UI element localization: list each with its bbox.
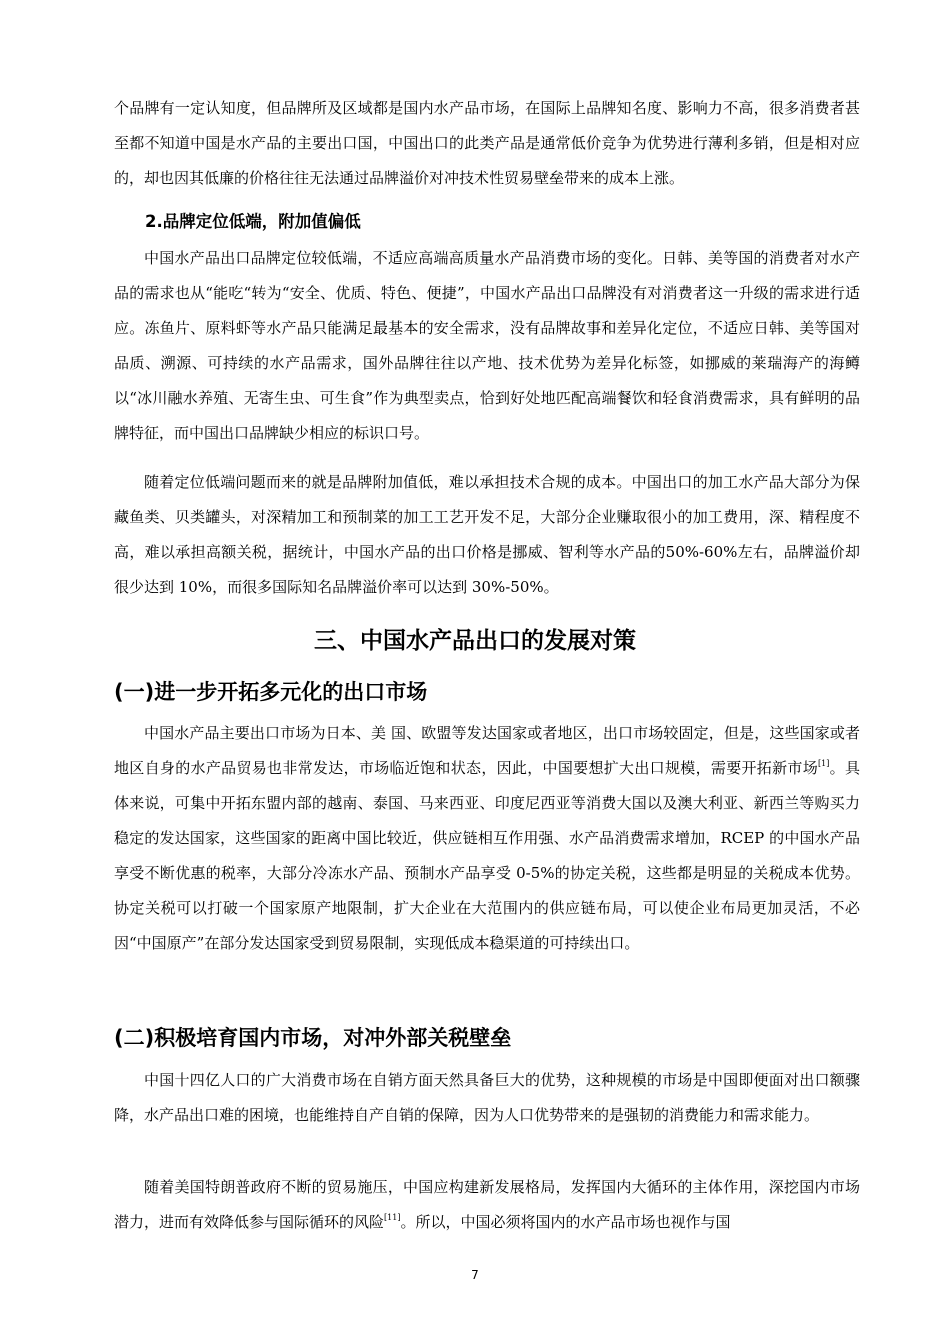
page-number: 7 — [471, 1268, 479, 1282]
heading-diversified-markets: (一)进一步开拓多元化的出口市场 — [114, 680, 428, 704]
paragraph-domestic-scale — [114, 1063, 860, 1133]
paragraph-text-part: 。具体来说，可集中开拓东盟内部的越南、泰国、马来西亚、印度尼西亚等消费大国以及澳大利亚、新西兰等购买力稳定的发达国家，这些国家的距离中国比较近，供应链相互作用强、水产品消费需求增加，RCEP 的中国水产品享受不断优惠的税率，大部分冷冻水产品、预制水产品享受 0-5%的协定关税，这些都是明显的关税成本优势。协定关税可以打破一个国家原产地限制，扩大企业在大范围内的供应链布局，可以使企业布局更加灵活，不必因“中国原产”在部分发达国家受到贸易限制，实现低成本稳渠道的可持续出口。 — [114, 759, 860, 952]
paragraph-text: 中国水产品出口品牌定位较低端，不适应高端高质量水产品消费市场的变化。日韩、美等国的消费者对水产品的需求也从“能吃“转为“安全、优质、特色、便捷”，中国水产品出口品牌没有对消费者这一升级的需求进行适应。冻鱼片、原料虾等水产品只能满足最基本的安全需求，没有品牌故事和差异化定位，不适应日韩、美等国对品质、溯源、可持续的水产品需求，国外品牌往往以产地、技术优势为差异化标签，如挪威的莱瑞海产的海鳟以“冰川融水养殖、无寄生虫、可生食”作为典型卖点，恰到好处地匹配高端餐饮和轻食消费需求，具有鲜明的品牌特征，而中国出口品牌缺少相应的标识口号。 — [114, 249, 860, 442]
paragraph-new-markets — [114, 716, 860, 961]
paragraph-added-value — [114, 465, 860, 605]
citation-ref: [11] — [384, 1213, 401, 1222]
paragraph-text — [114, 716, 860, 961]
paragraph-text-part: 中国水产品主要出口市场为日本、美 国、欧盟等发达国家或者地区，出口市场较固定，但是，这些国家或者地区自身的水产品贸易也非常发达，市场临近饱和状态，因此，中国要想扩大出口规模，需要开拓新市场 — [114, 724, 860, 777]
paragraph-positioning — [114, 241, 860, 451]
paragraph-text: 个品牌有一定认知度，但品牌所及区域都是国内水产品市场，在国际上品牌知名度、影响力不高，很多消费者甚至都不知道中国是水产品的主要出口国，中国出口的此类产品是通常低价竞争为优势进行薄利多销，但是相对应的，却也因其低廉的价格往往无法通过品牌溢价对冲技术性贸易壁垒带来的成本上涨。 — [114, 99, 860, 187]
paragraph-text-part: 。所以，中国必须将国内的水产品市场也视作与国 — [400, 1213, 731, 1231]
paragraph-text: 中国十四亿人口的广大消费市场在自销方面天然具备巨大的优势，这种规模的市场是中国即便面对出口额骤降，水产品出口难的困境，也能维持自产自销的保障，因为人口优势带来的是强韧的消费能力和需求能力。 — [114, 1071, 860, 1124]
subheading-brand-positioning: 2.品牌定位低端，附加值偏低 — [145, 212, 361, 231]
paragraph-text — [114, 1170, 860, 1240]
section-heading: 三、中国水产品出口的发展对策 — [314, 628, 636, 654]
paragraph-dual-circulation — [114, 1170, 860, 1240]
heading-domestic-market: (二)积极培育国内市场，对冲外部关税壁垒 — [114, 1026, 512, 1050]
citation-ref: [1] — [818, 759, 830, 768]
paragraph-brand-awareness — [114, 91, 860, 196]
paragraph-text: 随着定位低端问题而来的就是品牌附加值低，难以承担技术合规的成本。中国出口的加工水产品大部分为保藏鱼类、贝类罐头，对深精加工和预制菜的加工工艺开发不足，大部分企业赚取很小的加工费用，深、精程度不高，难以承担高额关税，据统计，中国水产品的出口价格是挪威、智利等水产品的50%-60%左右，品牌溢价却很少达到 10%，而很多国际知名品牌溢价率可以达到 30%-50%。 — [114, 473, 860, 596]
paragraph-text-part: 随着美国特朗普政府不断的贸易施压，中国应构建新发展格局，发挥国内大循环的主体作用，深挖国内市场潜力，进而有效降低参与国际循环的风险 — [114, 1178, 860, 1231]
